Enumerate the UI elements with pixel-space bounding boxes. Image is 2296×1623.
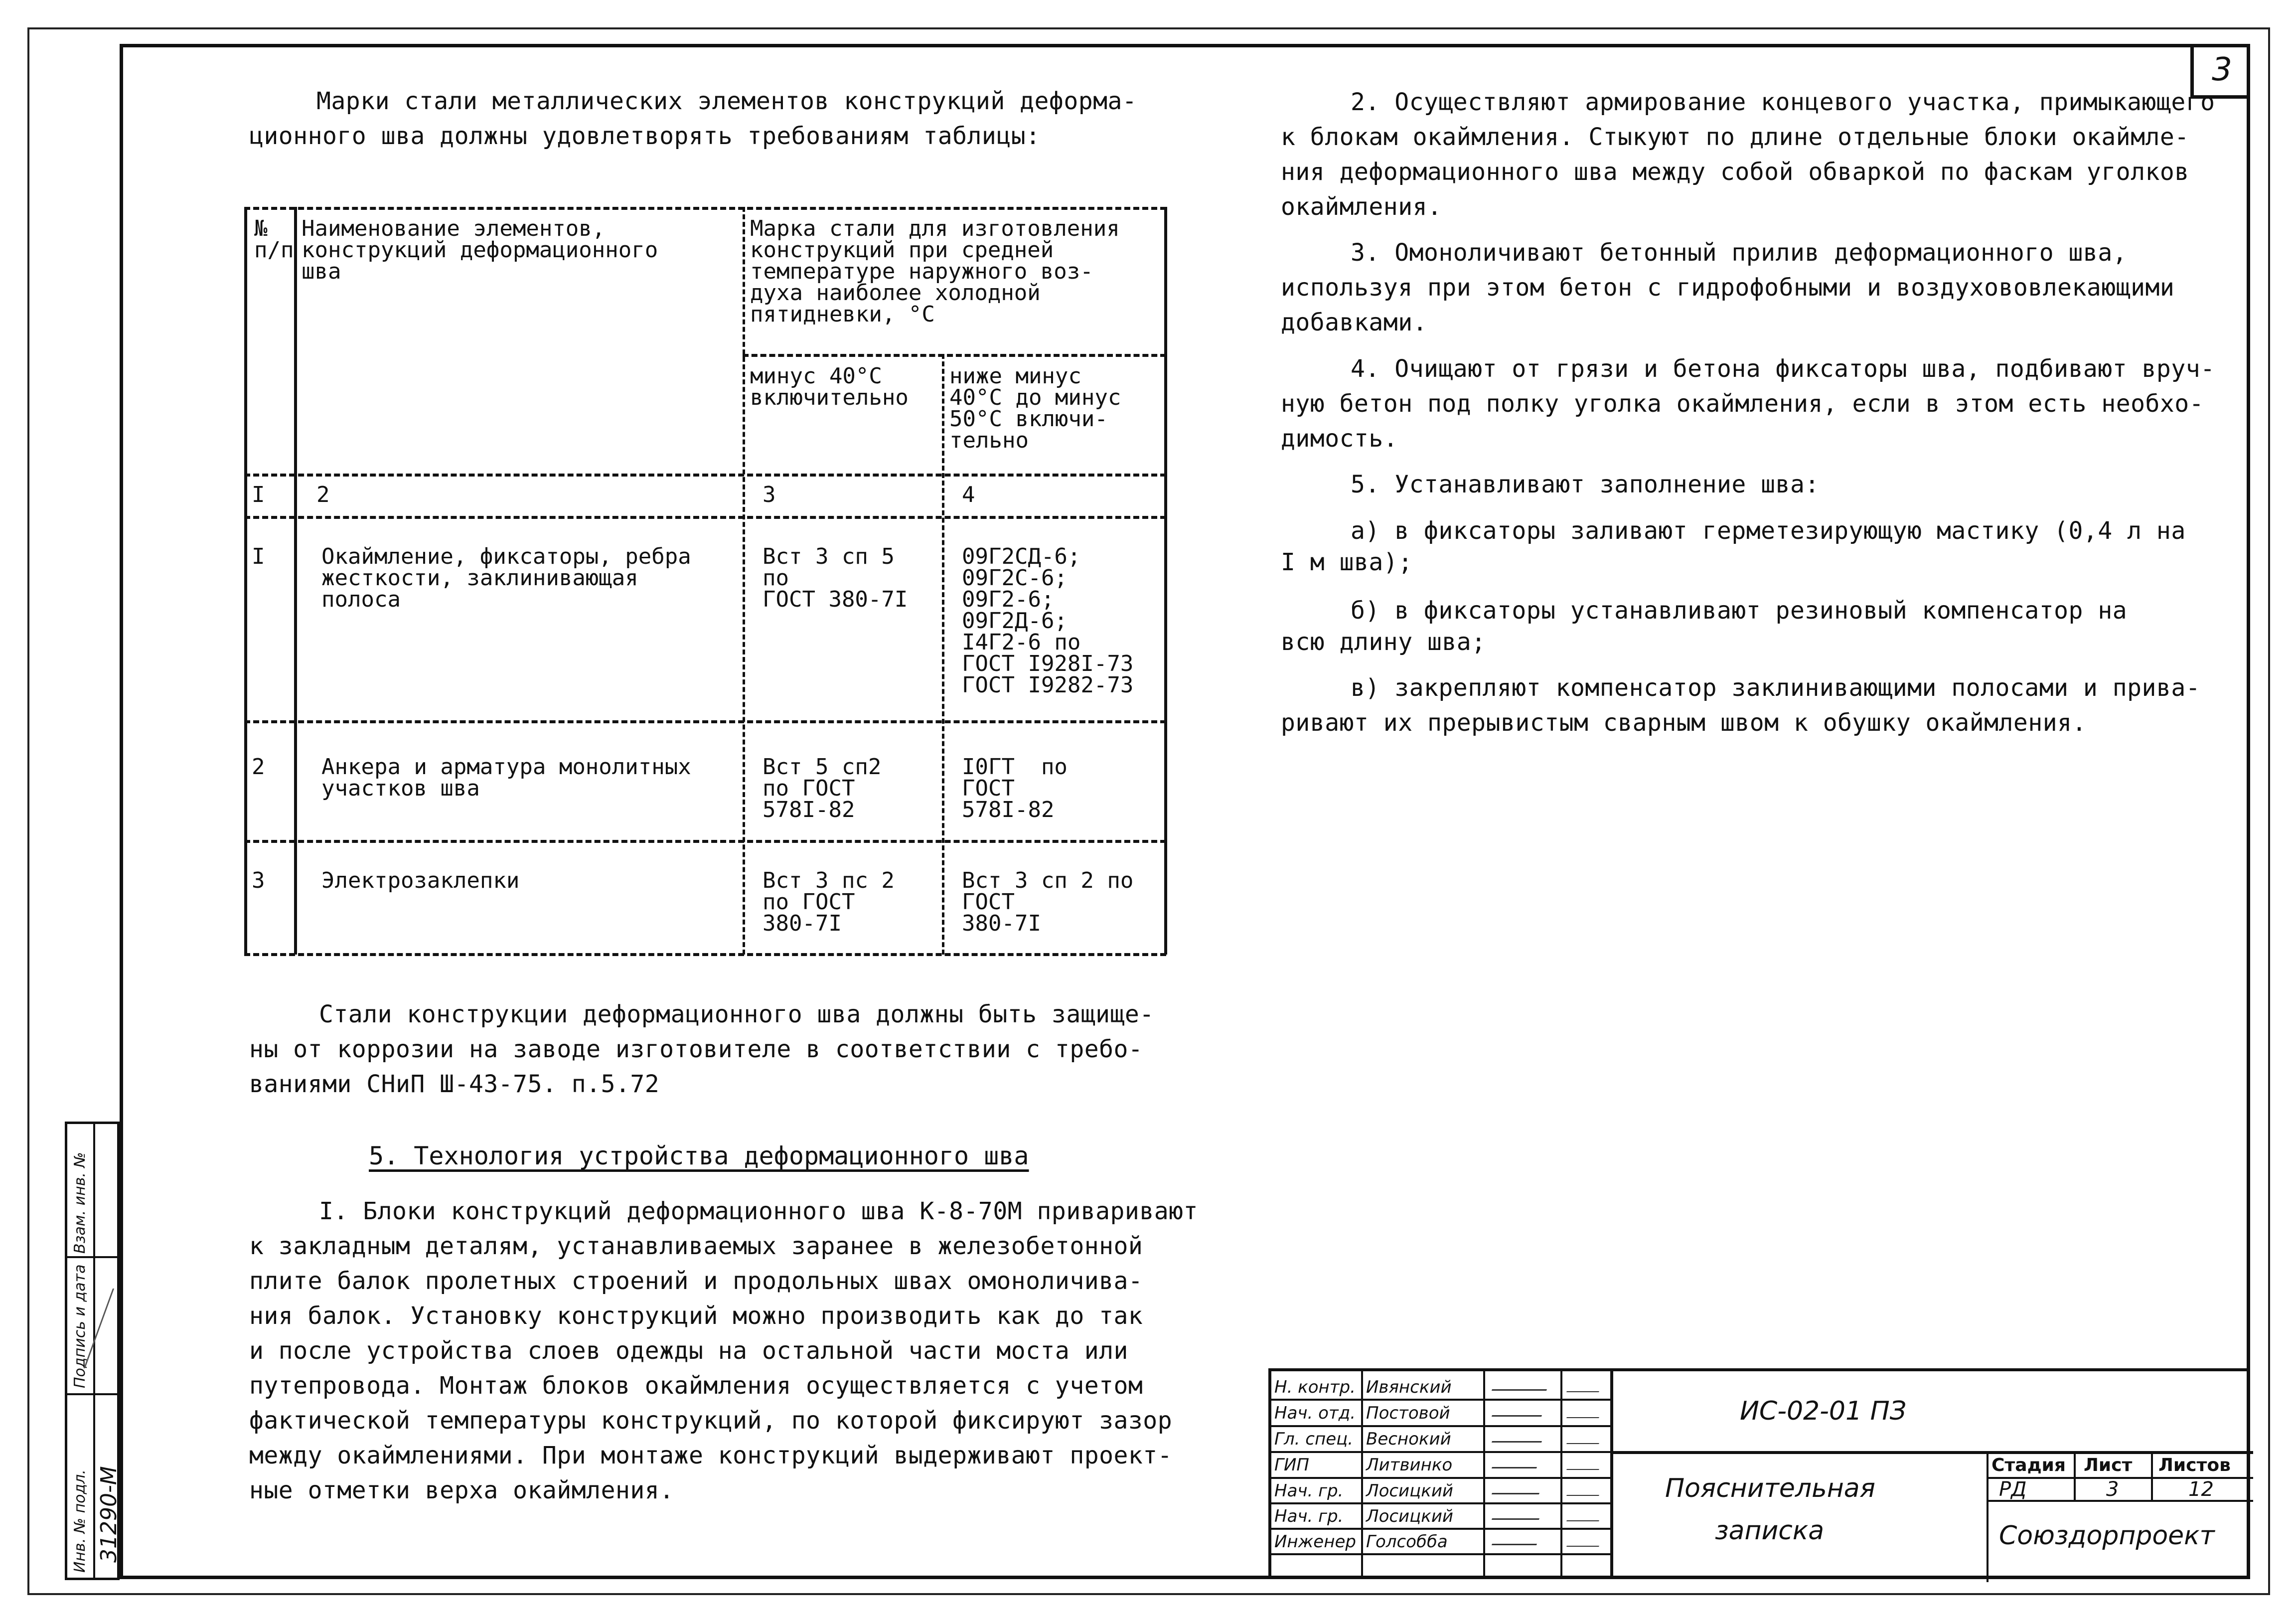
date-5 xyxy=(1566,1488,1602,1496)
protection-line-2: ны от коррозии на заводе изготовителе в соответствии с требо- xyxy=(249,1035,1143,1063)
stage-value: РД xyxy=(1999,1478,2027,1501)
row-1-col4: 09Г2СД-6; 09Г2С-6; 09Г2-6; 09Г2Д-6; I4Г2-6 по ГОСТ I928I-73 ГОСТ I9282-73 xyxy=(962,544,1134,698)
signature-1 xyxy=(1492,1382,1549,1391)
sheets-label: Листов xyxy=(2158,1455,2231,1475)
step5-line-4: б) в фиксаторы устанавливают резиновый компенсатор на xyxy=(1351,597,2128,625)
step5-line-3: I м шва); xyxy=(1281,548,1413,576)
header-element-name: Наименование элементов, конструкций деформационного шва xyxy=(302,216,658,284)
step4-line-3: димость. xyxy=(1281,425,1398,453)
name-2: Постовой xyxy=(1366,1403,1450,1423)
header-steel-grade: Марка стали для изготовления конструкций при средней температуре наружного воз- духа наиболее холодной пятидневки, °С xyxy=(750,216,1120,327)
row-3-number: 3 xyxy=(252,868,265,893)
signature-4 xyxy=(1492,1460,1539,1468)
organization: Союздорпроект xyxy=(1999,1521,2215,1551)
page-number: 3 xyxy=(2190,44,2250,99)
header-col4: ниже минус 40°С до минус 50°С включи- тельно xyxy=(949,363,1121,453)
signature-2 xyxy=(1492,1408,1544,1417)
step2-line-3: ния деформационного шва между собой обваркой по фаскам уголков xyxy=(1281,158,2189,186)
role-7: Инженер xyxy=(1274,1532,1356,1552)
row-2-number: 2 xyxy=(252,754,265,780)
step2-line-2: к блокам окаймления. Стыкуют по длине отдельные блоки окаймле- xyxy=(1281,123,2189,151)
step5-line-7: ривают их прерывистым сварным швом к обушку окаймления. xyxy=(1281,709,2087,737)
header-col3: минус 40°С включительно xyxy=(750,363,909,410)
date-2 xyxy=(1566,1410,1602,1418)
step1-line-5: и после устройства слоев одежды на остальной части моста или xyxy=(249,1337,1128,1365)
date-3 xyxy=(1566,1436,1602,1444)
row-2-name: Анкера и арматура монолитных участков шва xyxy=(321,754,691,801)
step4-line-2: ную бетон под полку уголка окаймления, если в этом есть необхо- xyxy=(1281,390,2204,418)
date-1 xyxy=(1566,1384,1602,1392)
step1-line-2: к закладным деталям, устанавливаемых заранее в железобетонной xyxy=(249,1232,1143,1260)
step5-line-1: 5. Устанавливают заполнение шва: xyxy=(1351,471,1820,498)
row-1-col3: Вст 3 сп 5 по ГОСТ 380-7I xyxy=(763,544,908,612)
step2-line-1: 2. Осуществляют армирование концевого участка, примыкающего xyxy=(1351,88,2215,116)
document-title-line-2: записка xyxy=(1715,1516,1825,1546)
section-5-title: 5. Технология устройства деформационного шва xyxy=(369,1141,1029,1170)
document-title-line-1: Пояснительная xyxy=(1665,1473,1875,1503)
row-2-col4: I0ГТ по ГОСТ 578I-82 xyxy=(962,754,1068,822)
side-stamp-vzam: Взам. инв. № xyxy=(71,1152,89,1254)
side-stamp-inv-no: Инв. № подл. xyxy=(71,1469,89,1573)
step3-line-3: добавками. xyxy=(1281,309,1427,336)
sheet-value: 3 xyxy=(2106,1478,2119,1501)
signature-6 xyxy=(1492,1511,1542,1520)
intro-line-1: Марки стали металлических элементов конструкций деформа- xyxy=(316,87,1137,115)
step3-line-2: используя при этом бетон с гидрофобными и воздухововлекающими xyxy=(1281,274,2175,302)
side-stamp-inv-value: 31290-М xyxy=(96,1466,122,1563)
name-1: Ивянский xyxy=(1366,1377,1452,1397)
name-3: Веснокий xyxy=(1366,1429,1451,1449)
step5-line-2: а) в фиксаторы заливают герметезирующую мастику (0,4 л на xyxy=(1351,517,2186,545)
step2-line-4: окаймления. xyxy=(1281,193,1442,221)
index-1: I xyxy=(252,482,265,507)
step1-line-4: ния балок. Установку конструкций можно производить как до так xyxy=(249,1302,1143,1330)
name-5: Лосицкий xyxy=(1366,1481,1454,1501)
header-number: № п/п xyxy=(254,216,294,263)
side-stamp-sign-date: Подпись и дата xyxy=(71,1264,89,1388)
role-5: Нач. гр. xyxy=(1274,1481,1344,1501)
sheet-label: Лист xyxy=(2084,1455,2133,1475)
date-4 xyxy=(1566,1462,1602,1470)
name-4: Литвинко xyxy=(1366,1455,1453,1475)
date-7 xyxy=(1566,1539,1602,1547)
document-code: ИС-02-01 ПЗ xyxy=(1740,1396,1907,1426)
index-4: 4 xyxy=(962,482,975,507)
row-3-col4: Вст 3 сп 2 по ГОСТ 380-7I xyxy=(962,868,1134,936)
stage-label: Стадия xyxy=(1991,1455,2066,1475)
index-2: 2 xyxy=(316,482,330,507)
step1-line-9: ные отметки верха окаймления. xyxy=(249,1476,674,1504)
name-6: Лосицкий xyxy=(1366,1506,1454,1526)
role-1: Н. контр. xyxy=(1274,1377,1356,1397)
signature-3 xyxy=(1492,1434,1544,1443)
step1-line-3: плите балок пролетных строений и продольных швах омоноличива- xyxy=(249,1267,1143,1295)
step5-line-6: в) закрепляют компенсатор заклинивающими полосами и прива- xyxy=(1351,674,2201,702)
title-block xyxy=(1268,1368,2250,1579)
row-2-col3: Вст 5 сп2 по ГОСТ 578I-82 xyxy=(763,754,882,822)
role-2: Нач. отд. xyxy=(1274,1403,1356,1423)
side-stamp xyxy=(65,1122,120,1580)
index-3: 3 xyxy=(763,482,776,507)
role-6: Нач. гр. xyxy=(1274,1506,1344,1526)
intro-line-2: ционного шва должны удовлетворять требованиям таблицы: xyxy=(249,122,1041,150)
date-6 xyxy=(1566,1513,1602,1521)
signature-5 xyxy=(1492,1486,1542,1494)
row-3-col3: Вст 3 пс 2 по ГОСТ 380-7I xyxy=(763,868,895,936)
name-7: Голсобба xyxy=(1366,1532,1448,1552)
step4-line-1: 4. Очищают от грязи и бетона фиксаторы шва, подбивают вруч- xyxy=(1351,355,2215,383)
step1-line-7: фактической температуры конструкций, по которой фиксируют зазор xyxy=(249,1407,1173,1435)
signature-7 xyxy=(1492,1537,1539,1545)
step1-line-6: путепровода. Монтаж блоков окаймления осуществляется с учетом xyxy=(249,1372,1143,1400)
protection-line-1: Стали конструкции деформационного шва должны быть защище- xyxy=(319,1000,1154,1028)
row-1-name: Окаймление, фиксаторы, ребра жесткости, заклинивающая полоса xyxy=(321,544,691,612)
row-1-number: I xyxy=(252,544,265,569)
step5-line-5: всю длину шва; xyxy=(1281,628,1486,656)
row-3-name: Электрозаклепки xyxy=(321,868,520,893)
step3-line-1: 3. Омоноличивают бетонный прилив деформационного шва, xyxy=(1351,239,2128,267)
step1-line-8: между окаймлениями. При монтаже конструкций выдерживают проект- xyxy=(249,1442,1173,1469)
role-4: ГИП xyxy=(1274,1455,1309,1475)
protection-line-3: ваниями СНиП Ш-43-75. п.5.72 xyxy=(249,1070,660,1098)
role-3: Гл. спец. xyxy=(1274,1429,1354,1449)
step1-line-1: I. Блоки конструкций деформационного шва К-8-70М приваривают xyxy=(319,1197,1198,1225)
sheets-value: 12 xyxy=(2188,1478,2214,1501)
steel-grade-table xyxy=(244,207,1166,955)
